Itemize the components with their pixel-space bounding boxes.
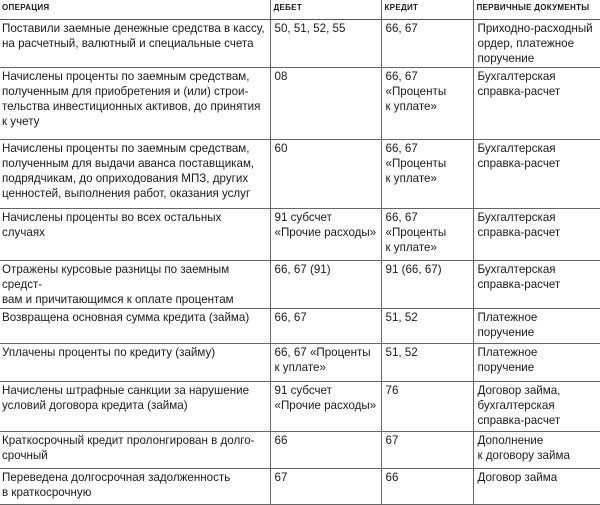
table-row	[0, 209, 600, 261]
credit-cell: 67	[381, 432, 473, 469]
column-header-operation: ОПЕРАЦИЯ	[0, 0, 270, 20]
documents-cell: Бухгалтерская справка-расчет	[473, 68, 600, 140]
credit-cell: 66, 67 «Проценты к уплате»	[381, 209, 473, 261]
operation-cell: Переведена долгосрочная задолженность в краткосрочную	[0, 469, 270, 505]
operation-cell: Возвращена основная сумма кредита (займа)	[0, 309, 270, 344]
credit-cell: 76	[381, 382, 473, 432]
documents-cell: Платежное поручение	[473, 309, 600, 344]
operation-cell: Уплачены проценты по кредиту (займу)	[0, 344, 270, 382]
table-row	[0, 432, 600, 469]
credit-cell: 66, 67 «Проценты к уплате»	[381, 140, 473, 209]
credit-cell: 66, 67	[381, 20, 473, 68]
debit-cell: 67	[270, 469, 381, 505]
debit-cell: 08	[270, 68, 381, 140]
documents-cell: Бухгалтерская справка-расчет	[473, 209, 600, 261]
credit-cell: 51, 52	[381, 344, 473, 382]
credit-cell: 66, 67 «Проценты к уплате»	[381, 68, 473, 140]
column-header-debit: ДЕБЕТ	[270, 0, 381, 20]
documents-cell: Бухгалтерская справка-расчет	[473, 140, 600, 209]
operation-cell: Отражены курсовые разницы по заемным средст- вам и причитающимся к оплате процентам	[0, 261, 270, 309]
operation-cell: Поставили заемные денежные средства в кассу, на расчетный, валютный и специальные счета	[0, 20, 270, 68]
table-row	[0, 469, 600, 505]
column-header-documents: ПЕРВИЧНЫЕ ДОКУМЕНТЫ	[473, 0, 600, 20]
debit-cell: 91 субсчет «Прочие расходы»	[270, 382, 381, 432]
debit-cell: 66, 67 «Проценты к уплате»	[270, 344, 381, 382]
operation-cell: Краткосрочный кредит пролонгирован в долго- срочный	[0, 432, 270, 469]
debit-cell: 60	[270, 140, 381, 209]
documents-cell: Платежное поручение	[473, 344, 600, 382]
debit-cell: 66	[270, 432, 381, 469]
table-row	[0, 382, 600, 432]
debit-cell: 66, 67	[270, 309, 381, 344]
table-row	[0, 261, 600, 309]
documents-cell: Бухгалтерская справка-расчет	[473, 261, 600, 309]
credit-cell: 66	[381, 469, 473, 505]
table-row	[0, 309, 600, 344]
documents-cell: Договор займа	[473, 469, 600, 505]
credit-cell: 91 (66, 67)	[381, 261, 473, 309]
documents-cell: Договор займа, бухгалтерская справка-расчет	[473, 382, 600, 432]
table-row	[0, 140, 600, 209]
table-body	[0, 20, 600, 505]
documents-cell: Приходно-расходный ордер, платежное поручение	[473, 20, 600, 68]
column-header-credit: КРЕДИТ	[381, 0, 473, 20]
table-row	[0, 20, 600, 68]
credit-cell: 51, 52	[381, 309, 473, 344]
operation-cell: Начислены проценты во всех остальных случаях	[0, 209, 270, 261]
debit-cell: 66, 67 (91)	[270, 261, 381, 309]
header-row	[0, 0, 600, 20]
operation-cell: Начислены штрафные санкции за нарушение условий договора кредита (займа)	[0, 382, 270, 432]
table-row	[0, 344, 600, 382]
debit-cell: 91 субсчет «Прочие расходы»	[270, 209, 381, 261]
table-row	[0, 68, 600, 140]
debit-cell: 50, 51, 52, 55	[270, 20, 381, 68]
operation-cell: Начислены проценты по заемным средствам, полученным для приобретения и (или) строи- тельства инвестиционных активов, до принятия к учету	[0, 68, 270, 140]
table-header	[0, 0, 600, 20]
documents-cell: Дополнение к договору займа	[473, 432, 600, 469]
operation-cell: Начислены проценты по заемным средствам, полученным для выдачи аванса поставщикам, подрядчикам, до оприходования МПЗ, других ценностей, выполнения работ, оказания услуг	[0, 140, 270, 209]
